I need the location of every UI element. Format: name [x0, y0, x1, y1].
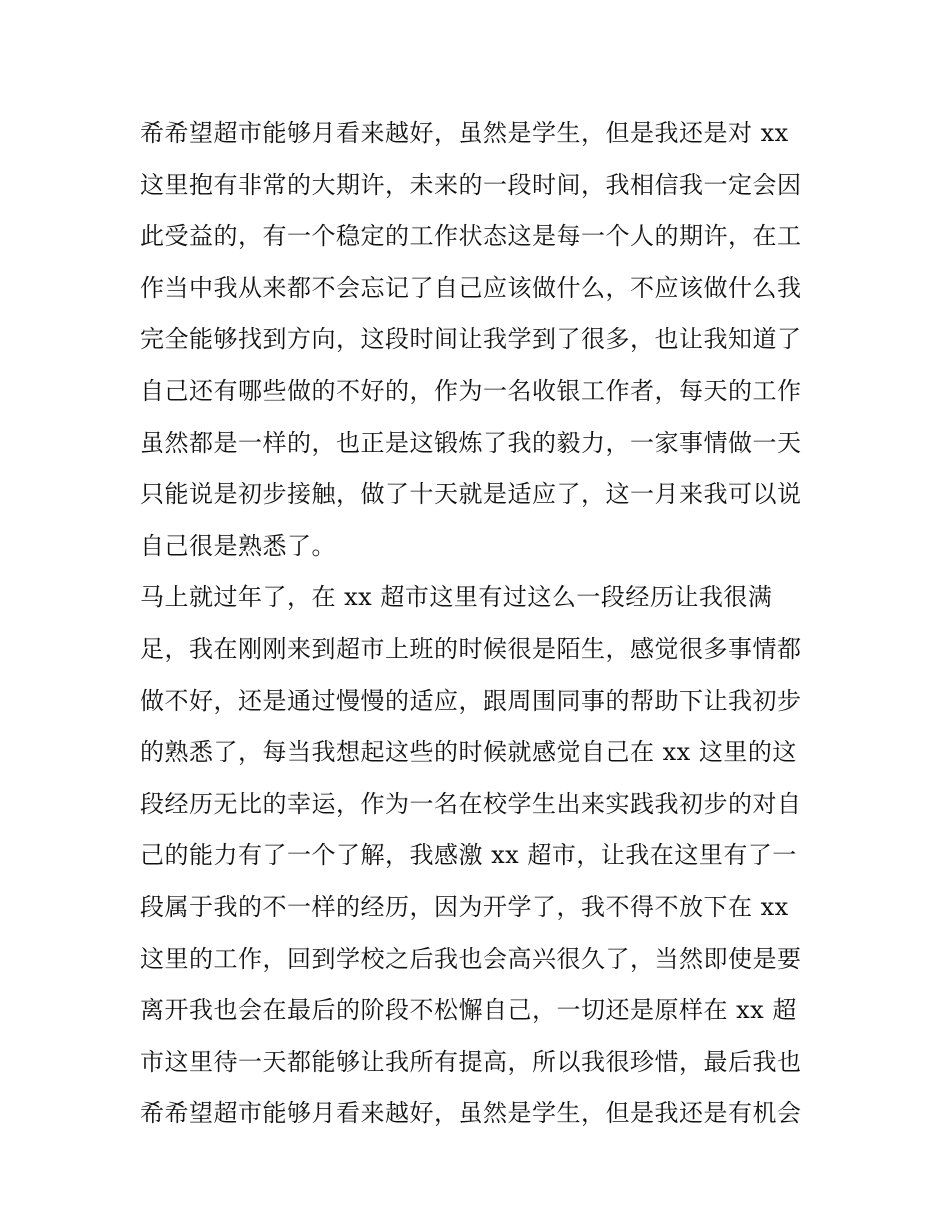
- text-line: 自己很是熟悉了。: [140, 531, 336, 560]
- text-line: 作当中我从来都不会忘记了自己应该做什么，不应该做什么我: [140, 273, 802, 302]
- text-line: 离开我也会在最后的阶段不松懈自己，一切还是原样在 xx 超: [140, 996, 797, 1025]
- text-line: 段属于我的不一样的经历，因为开学了，我不得不放下在 xx: [140, 892, 789, 921]
- text-line: 己的能力有了一个了解，我感激 xx 超市，让我在这里有了一: [140, 841, 797, 870]
- text-line: 只能说是初步接触，做了十天就是适应了，这一月来我可以说: [140, 480, 802, 509]
- text-line: 自己还有哪些做的不好的，作为一名收银工作者，每天的工作: [140, 376, 802, 405]
- text-line: 足，我在刚刚来到超市上班的时候很是陌生，感觉很多事情都: [140, 634, 802, 663]
- text-line: 市这里待一天都能够让我所有提高，所以我很珍惜，最后我也: [140, 1047, 802, 1076]
- text-line: 虽然都是一样的，也正是这锻炼了我的毅力，一家事情做一天: [140, 428, 802, 457]
- body-text: [140, 108, 830, 1140]
- text-line: 段经历无比的幸运，作为一名在校学生出来实践我初步的对自: [140, 789, 802, 818]
- text-line: 希希望超市能够月看来越好，虽然是学生，但是我还是对 xx: [140, 119, 789, 147]
- text-line: 这里的工作，回到学校之后我也会高兴很久了，当然即使是要: [140, 944, 802, 973]
- text-line: 完全能够找到方向，这段时间让我学到了很多，也让我知道了: [140, 325, 802, 354]
- text-line: 这里抱有非常的大期许，未来的一段时间，我相信我一定会因: [140, 170, 802, 199]
- text-line: 做不好，还是通过慢慢的适应，跟周围同事的帮助下让我初步: [140, 686, 802, 715]
- text-line: 马上就过年了，在 xx 超市这里有过这么一段经历让我很满: [140, 583, 773, 612]
- text-line: 的熟悉了，每当我想起这些的时候就感觉自己在 xx 这里的这: [140, 738, 797, 767]
- text-line: 希希望超市能够月看来越好，虽然是学生，但是我还是有机会: [140, 1099, 802, 1128]
- text-line: 此受益的，有一个稳定的工作状态这是每一个人的期许，在工: [140, 222, 802, 251]
